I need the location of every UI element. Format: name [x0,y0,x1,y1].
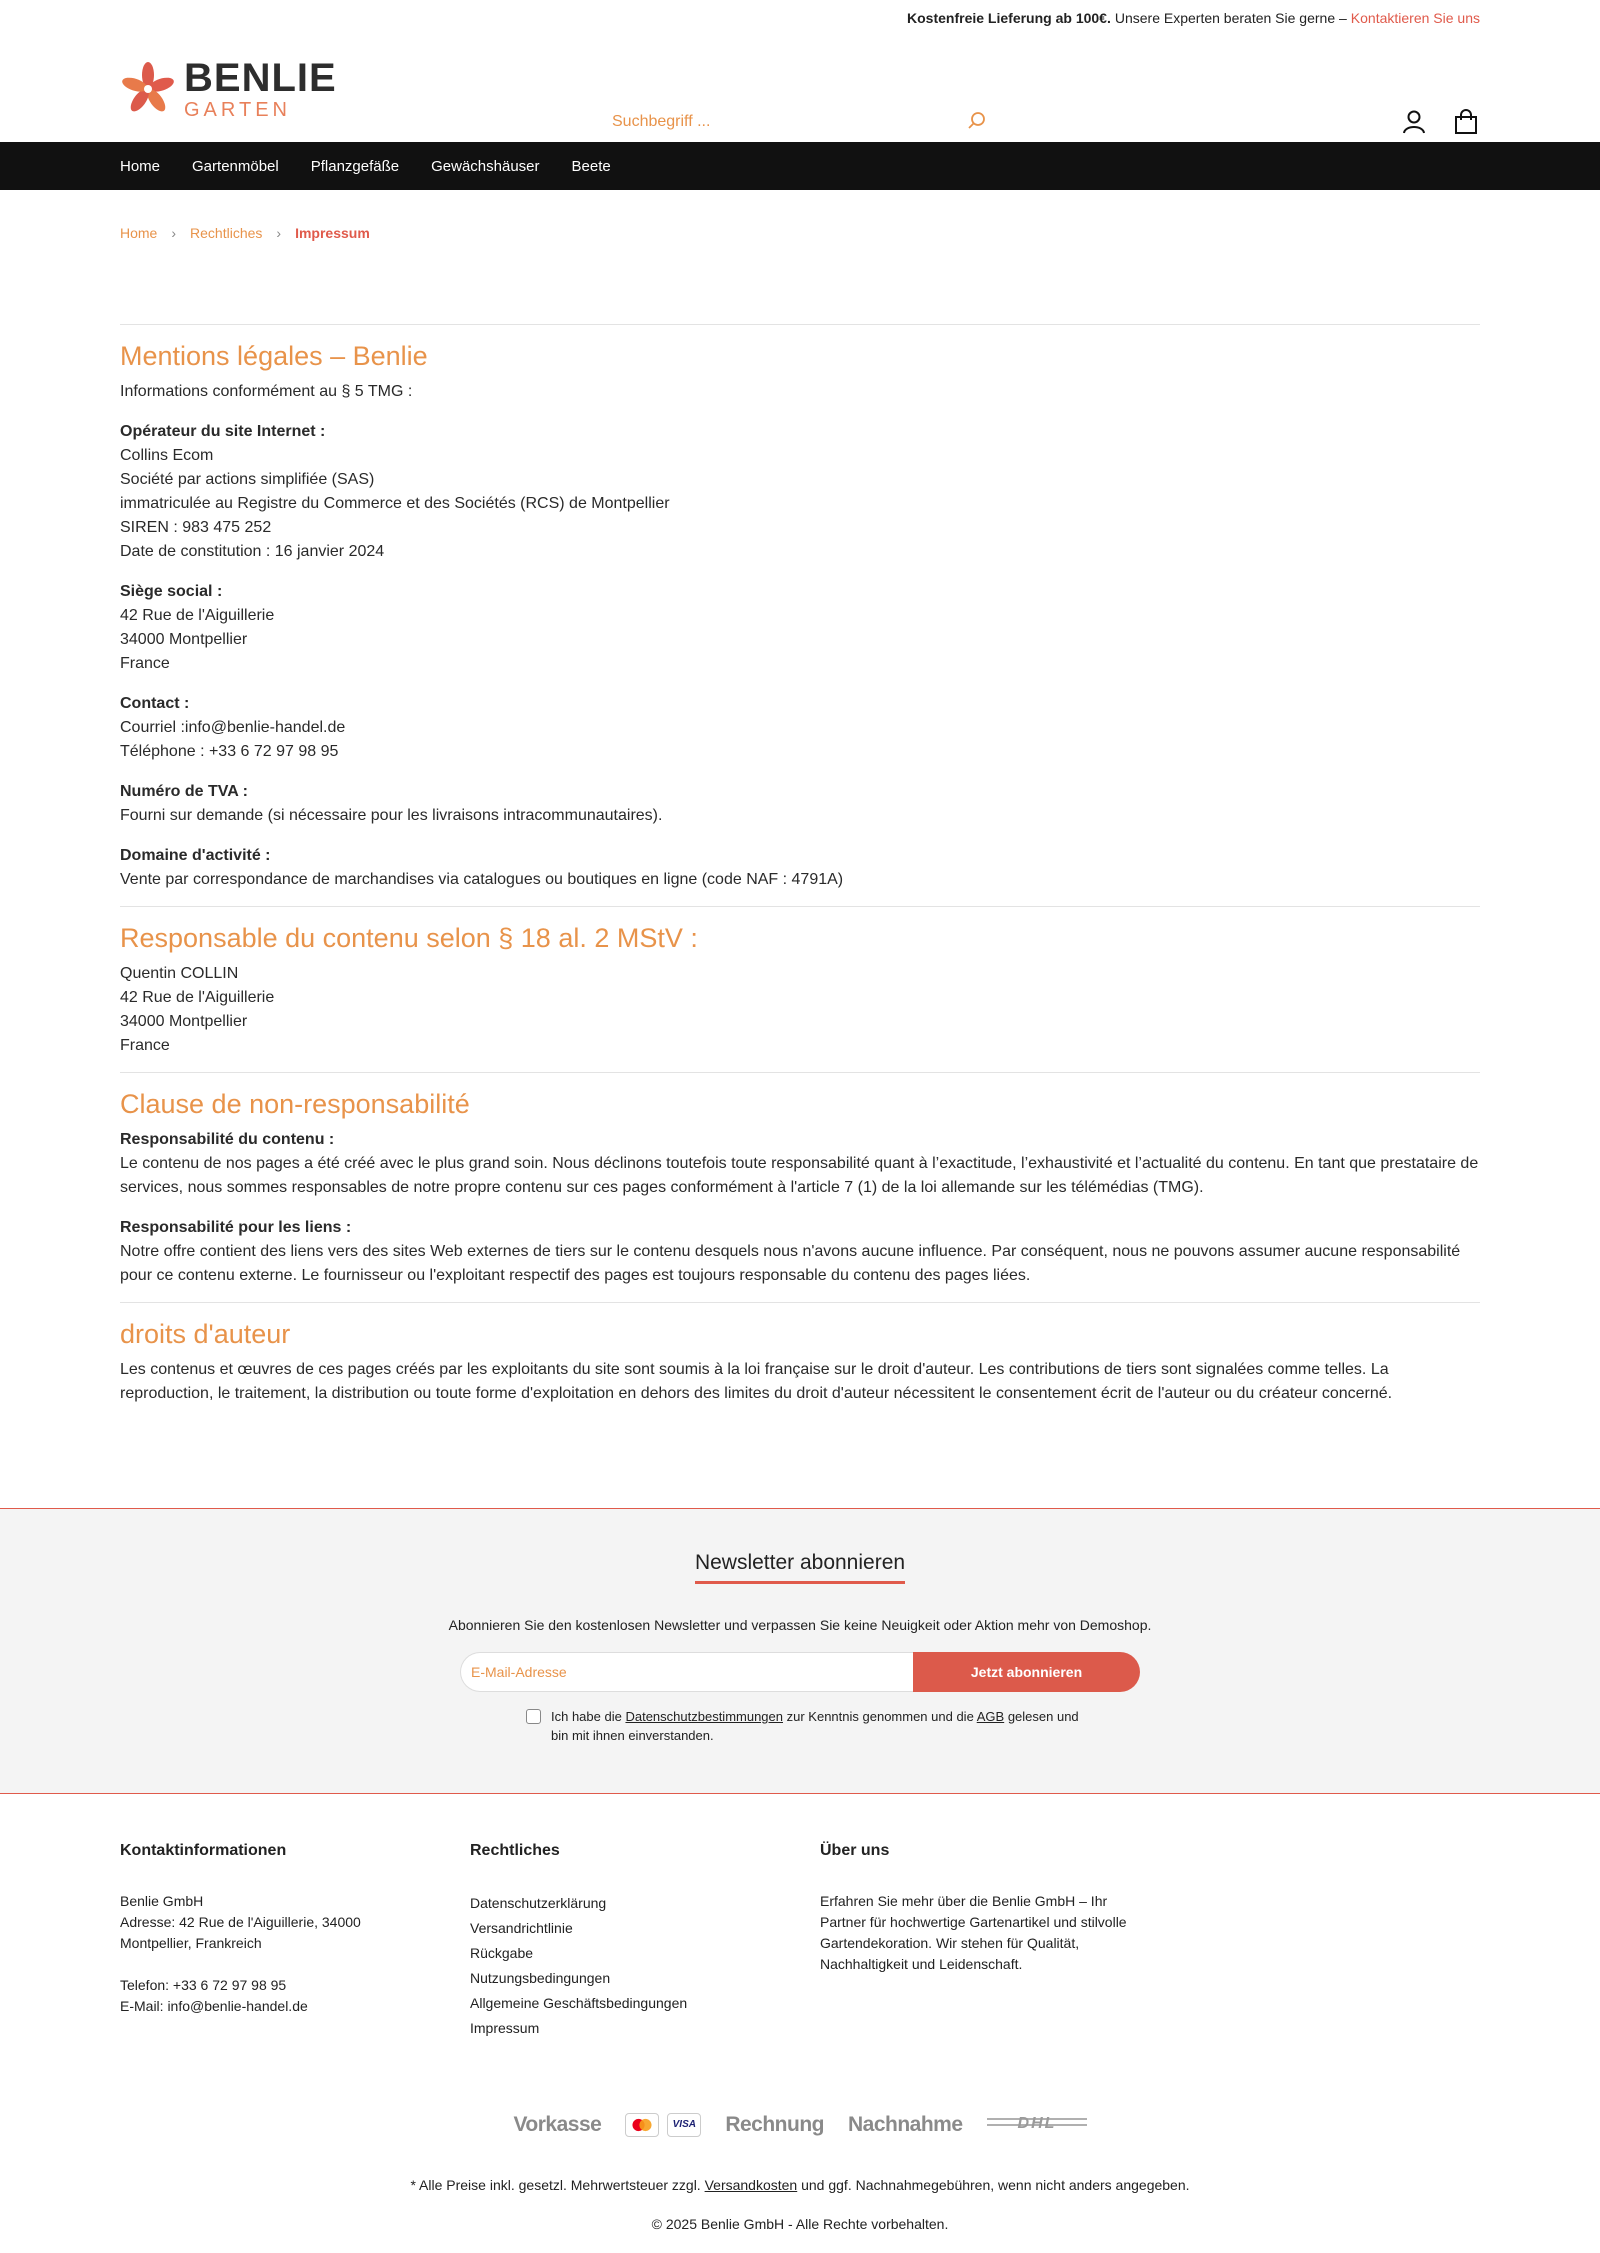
nav-item-gartenmoebel[interactable]: Gartenmöbel [192,157,279,175]
footer-link-returns[interactable]: Rückgabe [470,1945,534,1961]
copyright-notice: © 2025 Benlie GmbH - Alle Rechte vorbehalten. [651,2216,949,2232]
footer-about-title: Über uns [820,1842,890,1859]
footer-about [820,1840,1130,1975]
brand-sub: GARTEN [184,99,291,121]
activity-label: Domaine d'activité : [120,847,271,864]
link-liability-label: Responsabilité pour les liens : [120,1219,352,1236]
footer-about-text: Erfahren Sie mehr über die Benlie GmbH – Ihr Partner für hochwertige Gartenartikel und stilvolle Gartendekoration. Wir stehen für Qualität, Nachhaltigkeit und Leidenschaft. [820,1893,1127,1972]
brand-name: BENLIE [184,56,337,100]
breadcrumb [120,225,370,241]
intro-text: Informations conformément au § 5 TMG : [120,383,413,400]
seat-line: France [120,655,170,672]
footer-address-1: Adresse: 42 Rue de l'Aiguillerie, 34000 [120,1914,361,1930]
price-note-pre: * Alle Preise inkl. gesetzl. Mehrwertsteuer zzgl. [410,2177,701,2193]
seat-block [120,580,1480,676]
page-title: Mentions légales – Benlie [120,341,428,371]
footer-legal [470,1840,770,2041]
flower-logo-icon [120,61,176,117]
account-icon[interactable] [1400,108,1428,136]
consent-mid: zur Kenntnis genommen und die [786,1709,974,1724]
vat-label: Numéro de TVA : [120,783,249,800]
content-liability-text: Le contenu de nos pages a été créé avec le plus grand soin. Nous déclinons toutefois toute responsabilité quant à l’exactitude, l’exhaustivité et l’actualité du contenu. En tant que prestataire de services, nous sommes responsables de notre propre contenu sur ces pages conformément à l'article 7 (1) de la loi allemande sur les télémédias (TMG). [120,1155,1479,1196]
link-liability-block [120,1216,1480,1288]
vat-text: Fourni sur demande (si nécessaire pour les livraisons intracommunautaires). [120,807,663,824]
consent-post: gelesen und bin mit ihnen einverstanden. [551,1709,1079,1743]
seat-line: 34000 Montpellier [120,631,248,648]
price-note-post: und ggf. Nachnahmegebühren, wenn nicht anders angegeben. [801,2177,1190,2193]
footer-link-privacy[interactable]: Datenschutzerklärung [470,1895,607,1911]
price-note [0,2177,1600,2193]
contact-email: Courriel :info@benlie-handel.de [120,719,346,736]
divider [120,1302,1480,1303]
cart-icon[interactable] [1452,108,1480,136]
footer-phone: Telefon: +33 6 72 97 98 95 [120,1977,287,1993]
activity-text: Vente par correspondance de marchandises via catalogues ou boutiques en ligne (code NAF : 4791A) [120,871,844,888]
top-bar [0,0,1600,36]
chevron-right-icon: › [276,225,282,241]
expert-text: Unsere Experten beraten Sie gerne – [1114,10,1347,26]
agb-link[interactable]: AGB [976,1709,1005,1724]
activity-block [120,844,1480,892]
contact-block [120,692,1480,764]
newsletter-form [460,1652,1140,1692]
payment-nachnahme: Nachnahme [847,2112,963,2136]
responsible-line: 42 Rue de l'Aiguillerie [120,989,275,1006]
mastercard-icon [625,2113,659,2137]
newsletter-section [0,1508,1600,1794]
visa-icon: VISA [667,2113,701,2137]
newsletter-description: Abonnieren Sie den kostenlosen Newsletter und verpassen Sie keine Neuigkeit oder Aktion mehr von Demoshop. [448,1617,1152,1633]
content-liability-label: Responsabilité du contenu : [120,1131,335,1148]
privacy-link[interactable]: Datenschutzbestimmungen [625,1709,783,1724]
footer-link-terms-of-use[interactable]: Nutzungsbedingungen [470,1970,611,1986]
consent-checkbox[interactable] [526,1709,541,1724]
responsible-block [120,962,1480,1058]
footer-contact [120,1840,420,2017]
responsible-line: 34000 Montpellier [120,1013,248,1030]
payment-vorkasse: Vorkasse [513,2112,602,2136]
logo[interactable] [120,58,337,120]
chevron-right-icon: › [171,225,177,241]
operator-line: Date de constitution : 16 janvier 2024 [120,543,385,560]
divider [120,1072,1480,1073]
link-liability-text: Notre offre contient des liens vers des sites Web externes de tiers sur le contenu desquels nous n'avons aucune influence. Par conséquent, nous ne pouvons assumer aucune responsabilité pour ce contenu externe. Le fournisseur ou l'exploitant respectif des pages est toujours responsable du contenu des pages liées. [120,1243,1461,1284]
operator-line: Société par actions simplifiée (SAS) [120,471,375,488]
search-input[interactable] [612,113,952,131]
divider [120,906,1480,907]
consent-row [526,1707,1086,1745]
svg-text:DHL: DHL [1017,2115,1056,2132]
contact-link[interactable]: Kontaktieren Sie uns [1350,10,1480,26]
footer-contact-title: Kontaktinformationen [120,1842,287,1859]
nav-item-pflanzgefaesse[interactable]: Pflanzgefäße [310,157,400,175]
breadcrumb-current: Impressum [295,225,370,241]
responsible-line: Quentin COLLIN [120,965,239,982]
operator-label: Opérateur du site Internet : [120,423,326,440]
footer-link-agb[interactable]: Allgemeine Geschäftsbedingungen [470,1995,688,2011]
breadcrumb-home[interactable]: Home [120,225,158,241]
main-nav [0,142,1600,190]
operator-line: Collins Ecom [120,447,214,464]
shipping-costs-link[interactable]: Versandkosten [704,2177,798,2193]
content-liability-block [120,1128,1480,1200]
nav-item-home[interactable]: Home [120,157,161,175]
payment-rechnung: Rechnung [725,2112,824,2136]
legal-content [120,324,1480,1422]
operator-line: immatriculée au Registre du Commerce et des Sociétés (RCS) de Montpellier [120,495,670,512]
newsletter-email-input[interactable] [460,1652,913,1692]
footer-email: E-Mail: info@benlie-handel.de [120,1998,308,2014]
search-icon[interactable] [966,110,988,132]
consent-pre: Ich habe die [551,1709,622,1724]
disclaimer-title: Clause de non-responsabilité [120,1089,470,1119]
footer-legal-title: Rechtliches [470,1842,560,1859]
search-bar [600,96,1000,148]
operator-block [120,420,1480,564]
copyright-title: droits d'auteur [120,1319,291,1349]
footer-address-2: Montpellier, Frankreich [120,1935,262,1951]
header [0,36,1600,142]
footer-link-impressum[interactable]: Impressum [470,2020,540,2036]
copyright-text: Les contenus et œuvres de ces pages créés par les exploitants du site sont soumis à la loi française sur le droit d'auteur. Les contributions de tiers sont signalées comme telles. La reproduction, le traitement, la distribution ou toute forme d'exploitation en dehors des limites du droit d'auteur nécessitent le consentement écrit de l'auteur ou du créateur concerné. [120,1361,1393,1402]
responsible-line: France [120,1037,170,1054]
responsible-title: Responsable du contenu selon § 18 al. 2 MStV : [120,923,698,953]
free-shipping-text: Kostenfreie Lieferung ab 100€. [907,10,1111,26]
contact-label: Contact : [120,695,190,712]
newsletter-title: Newsletter abonnieren [695,1551,905,1584]
footer-company: Benlie GmbH [120,1893,204,1909]
contact-phone: Téléphone : +33 6 72 97 98 95 [120,743,339,760]
dhl-logo [987,2112,1087,2137]
consent-text [551,1707,1086,1745]
footer-link-shipping[interactable]: Versandrichtlinie [470,1920,573,1936]
nav-item-gewaechshaeuser[interactable]: Gewächshäuser [431,157,540,175]
seat-label: Siège social : [120,583,223,600]
vat-block [120,780,1480,828]
divider [120,324,1480,325]
subscribe-button[interactable]: Jetzt abonnieren [913,1652,1140,1692]
operator-line: SIREN : 983 475 252 [120,519,272,536]
header-icons [1400,108,1480,136]
seat-line: 42 Rue de l'Aiguillerie [120,607,275,624]
breadcrumb-section[interactable]: Rechtliches [190,225,263,241]
nav-item-beete[interactable]: Beete [571,157,611,175]
payment-methods [0,2112,1600,2137]
